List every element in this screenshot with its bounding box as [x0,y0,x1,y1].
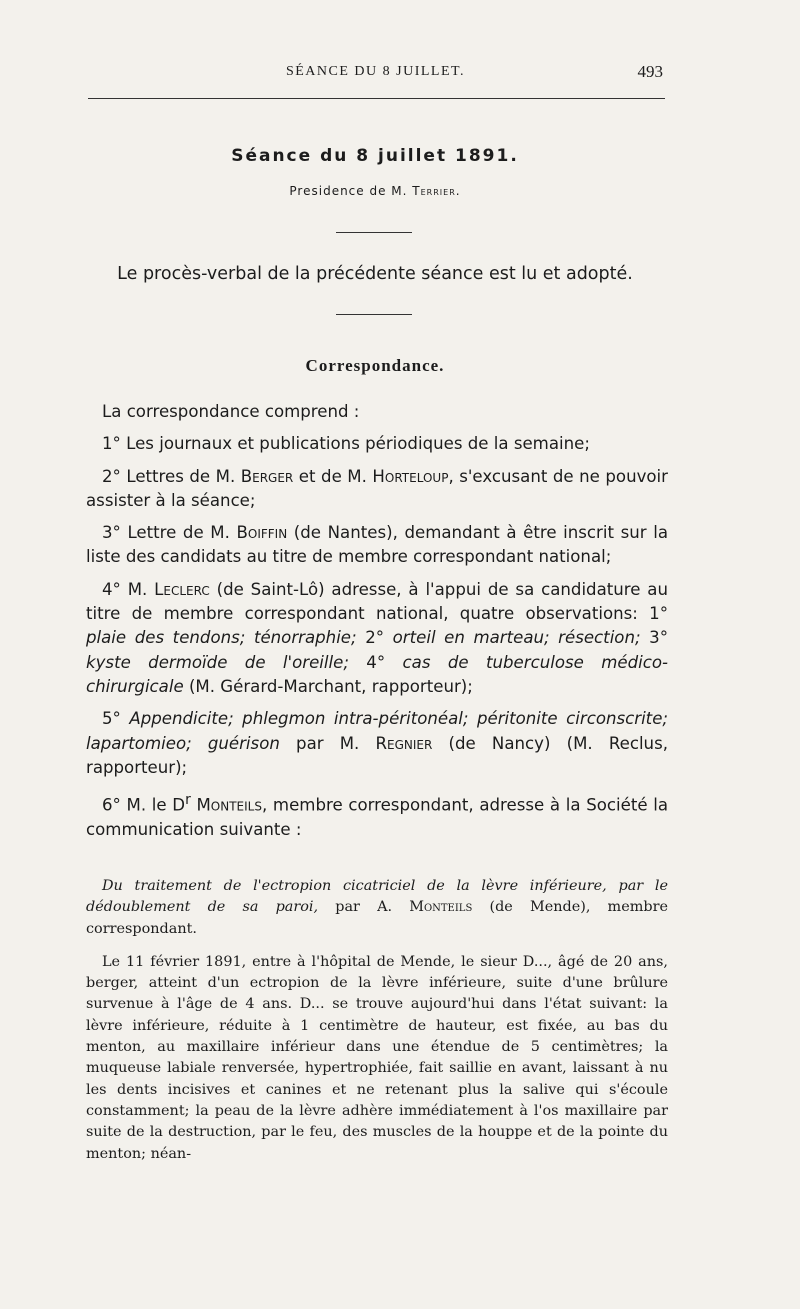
correspondence-list [86,400,668,850]
person-name: Regnier [375,733,433,753]
list-item: 6° M. le $D^r$ Monteils, membre correspondant, adresse à la Société la communication suivante : [86,792,668,839]
separator-rule [336,314,412,315]
person-name: Monteils [196,795,262,815]
running-title: SÉANCE DU 8 JUILLET. [285,64,466,79]
person-name: Horteloup [372,466,449,486]
list-item: 3° Lettre de M. Boiffin (de Nantes), demandant à être inscrit sur la liste des candidats au titre de membre correspondant national; [86,523,668,567]
list-item: 4° M. Leclerc (de Saint-Lô) adresse, à l'appui de sa candidature au titre de membre correspondant national, quatre observations: 1° plaie des tendons; ténorraphie; 2° orteil en marteau; résection; 3° kyste dermoïde de l'oreille; 4° cas de tuberculose médico-chirurgicale (M. Gérard-Marchant, rapporteur); [86,579,669,696]
section-heading: Correspondance. [305,356,445,375]
presidence-line [0,184,750,198]
list-item: 1° Les journaux et publications périodiques de la semaine; [102,434,590,454]
list-item: 5° Appendicite; phlegmon intra-péritonéal; péritonite circonscrite; lapartomieo; guérison par M. Regnier (de Nancy) (M. Reclus, rapporteur); [86,709,668,777]
president-name: Terrier. [412,184,461,198]
person-name: Berger [240,466,294,486]
page-header [88,64,663,86]
case-paragraph: Le 11 février 1891, entre à l'hôpital de Mende, le sieur D..., âgé de 20 ans, berger, atteint d'un ectropion de la lèvre inférieure, suite d'une brûlure survenue à l'âge de 4 ans. D... se trouve aujourd'hui dans l'état suivant: la lèvre inférieure, réduite à 1 centimètre de hauteur, est fixée, au bas du menton, au maxillaire inférieur dans une étendue de 5 centimètres; la muqueuse labiale renversée, hypertrophiée, fait saillie en avant, laissant à nu les dents incisives et canines et ne retenant plus la salive qui s'écoule constamment; la peau de la lèvre adhère immédiatement à l'os maxillaire par suite de la destruction, par le feu, des muscles de la houppe et de la pointe du menton; néan- [86,953,668,1162]
intro-paragraph: La correspondance comprend : [102,402,360,421]
person-name: Boiffin [236,523,288,543]
header-rule [88,98,665,99]
communication-block [86,876,668,1177]
page-number: 493 [637,62,663,81]
communication-title: Du traitement de l'ectropion cicatriciel de la lèvre inférieure, par le dédoublement de sa paroi, par A. Monteils (de Mende), membre correspondant. [86,878,668,937]
session-title: Séance du 8 juillet 1891. [231,146,519,166]
author-name: Monteils [409,899,473,916]
presidence-prefix: Presidence de M. [289,184,413,198]
proces-verbal: Le procès-verbal de la précédente séance est lu et adopté. [117,264,633,284]
person-name: Leclerc [154,579,210,599]
list-item: 2° Lettres de M. Berger et de M. Horteloup, s'excusant de ne pouvoir assister à la séance; [86,466,668,510]
separator-rule [336,232,412,233]
